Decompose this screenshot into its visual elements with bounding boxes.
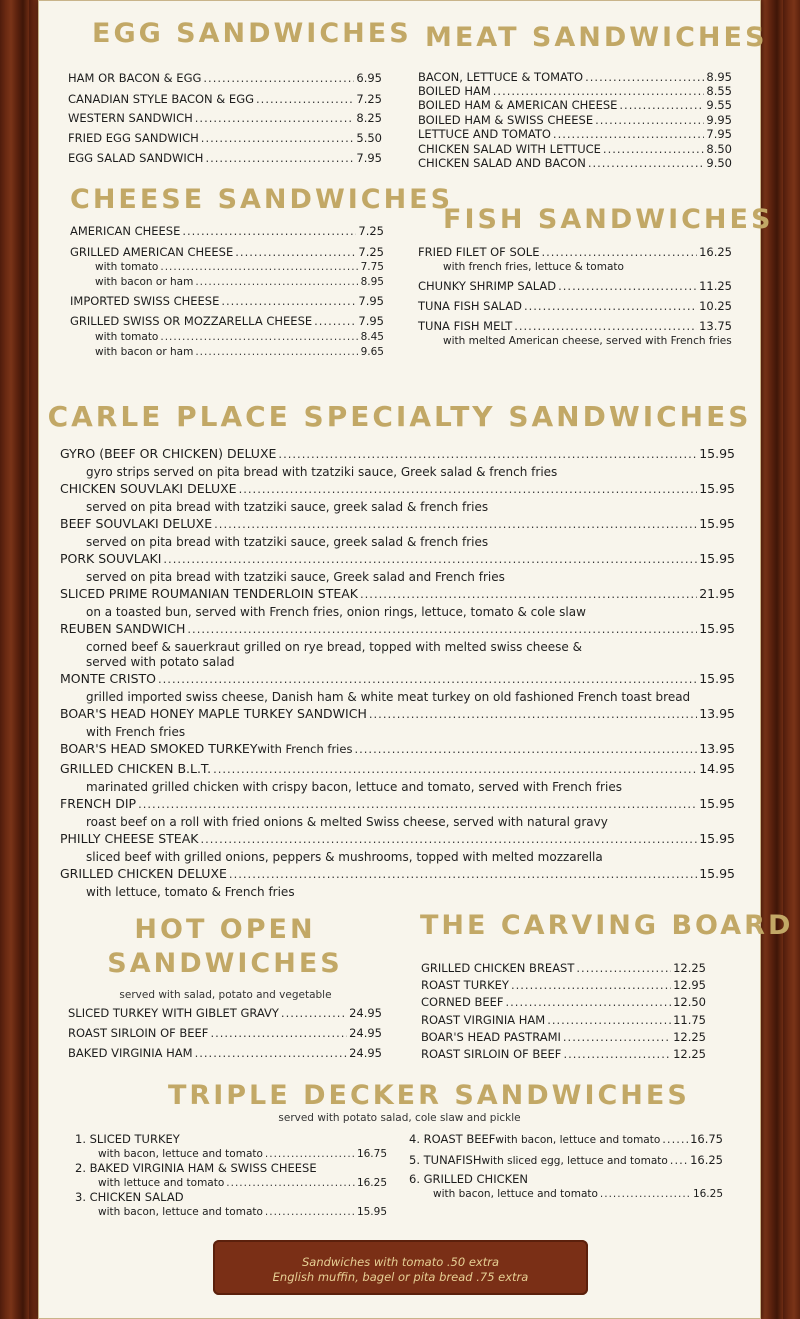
hot-open-caption: served with salad, potato and vegetable (119, 989, 332, 1001)
menu-item: CHUNKY SHRIMP SALAD ..... 11.25 (418, 281, 732, 293)
menu-item: BOILED HAM ..... 8.55 (418, 86, 732, 98)
specialty-item-price: 14.95 (699, 761, 735, 776)
menu-item: BOILED HAM & AMERICAN CHEESE ..... 9.55 (418, 100, 732, 112)
specialty-item (60, 868, 735, 881)
meat-title: MEAT SANDWICHES (425, 22, 768, 53)
footer-banner (213, 1240, 588, 1295)
specialty-item (60, 798, 735, 811)
menu-item: 6. GRILLED CHICKEN (409, 1172, 529, 1186)
menu-item: EGG SALAD SANDWICH ..... 7.95 (68, 153, 382, 165)
menu-item: GRILLED SWISS OR MOZZARELLA CHEESE ..... 7.95 (70, 316, 384, 328)
specialty-item-description: served with potato salad (86, 655, 235, 669)
menu-item-option: with bacon, lettuce and tomato ..... 16.25 (433, 1189, 723, 1200)
specialty-item-description: roast beef on a roll with fried onions & melted Swiss cheese, served with natural gravy (86, 815, 608, 829)
menu-item: 5. TUNAFISH with sliced egg, lettuce and tomato ..... 16.25 (409, 1155, 723, 1167)
menu-item: HAM OR BACON & EGG ..... 6.95 (68, 73, 382, 85)
specialty-item (60, 743, 735, 756)
menu-item: BOILED HAM & SWISS CHEESE ..... 9.95 (418, 115, 732, 127)
menu-item-description: with melted American cheese, served with French fries (443, 335, 732, 347)
menu-item: IMPORTED SWISS CHEESE ..... 7.95 (70, 296, 384, 308)
menu-item: ROAST TURKEY ..... 12.95 (421, 980, 706, 992)
specialty-item-price: 15.95 (699, 831, 735, 846)
hot-open-title: SANDWICHES (107, 948, 343, 979)
menu-item-description: with french fries, lettuce & tomato (443, 261, 624, 273)
specialty-item-description: grilled imported swiss cheese, Danish ham & white meat turkey on old fashioned French toast bread (86, 690, 691, 704)
menu-page (38, 0, 794, 1319)
egg-title: EGG SANDWICHES (92, 18, 412, 49)
menu-item-option: with bacon or ham ..... 8.95 (95, 277, 384, 288)
specialty-item-description: corned beef & sauerkraut grilled on rye bread, topped with melted swiss cheese & (86, 640, 582, 654)
menu-item: 3. CHICKEN SALAD (75, 1190, 184, 1204)
specialty-item-description: served on pita bread with tzatziki sauce, greek salad & french fries (86, 535, 489, 549)
specialty-item-name: GYRO (BEEF OR CHICKEN) DELUXE (60, 446, 277, 461)
specialty-item-name: FRENCH DIP (60, 796, 137, 811)
menu-item: 1. SLICED TURKEY (75, 1132, 180, 1146)
specialty-item-price: 15.95 (699, 446, 735, 461)
specialty-item-price: 13.95 (699, 706, 735, 721)
specialty-item (60, 448, 735, 461)
specialty-item (60, 553, 735, 566)
specialty-item (60, 673, 735, 686)
fish-title: FISH SANDWICHES (443, 204, 774, 235)
specialty-item-name: BOAR'S HEAD SMOKED TURKEY (60, 741, 258, 756)
specialty-item-name: BEEF SOUVLAKI DELUXE (60, 516, 213, 531)
specialty-item-description: on a toasted bun, served with French fries, onion rings, lettuce, tomato & cole slaw (86, 605, 586, 619)
specialty-item-name: PHILLY CHEESE STEAK (60, 831, 199, 846)
specialty-item-name: GRILLED CHICKEN B.L.T. (60, 761, 212, 776)
cheese-title: CHEESE SANDWICHES (70, 184, 454, 215)
menu-item: CORNED BEEF ..... 12.50 (421, 997, 706, 1009)
specialty-item-price: 15.95 (699, 796, 735, 811)
menu-item: GRILLED CHICKEN BREAST ..... 12.25 (421, 963, 706, 975)
triple-title: TRIPLE DECKER SANDWICHES (168, 1080, 690, 1111)
specialty-item-description: marinated grilled chicken with crispy bacon, lettuce and tomato, served with French fries (86, 780, 622, 794)
menu-item-option: with lettuce and tomato ..... 16.25 (98, 1178, 387, 1189)
specialty-item-price: 15.95 (699, 516, 735, 531)
triple-caption: served with potato salad, cole slaw and pickle (278, 1112, 521, 1124)
specialty-item-name: REUBEN SANDWICH (60, 621, 186, 636)
menu-item: 2. BAKED VIRGINIA HAM & SWISS CHEESE (75, 1161, 317, 1175)
specialty-item (60, 708, 735, 721)
menu-item: ROAST SIRLOIN OF BEEF ..... 24.95 (68, 1028, 382, 1040)
hot-open-title: HOT OPEN (134, 914, 316, 945)
specialty-item-price: 15.95 (699, 866, 735, 881)
specialty-item (60, 518, 735, 531)
specialty-item-description: served on pita bread with tzatziki sauce, Greek salad and French fries (86, 570, 505, 584)
specialty-item-description: with French fries (86, 725, 186, 739)
menu-item-option: with bacon or ham ..... 9.65 (95, 347, 384, 358)
menu-item: GRILLED AMERICAN CHEESE ..... 7.25 (70, 247, 384, 259)
specialty-item-price: 13.95 (699, 741, 735, 756)
specialty-item-name: GRILLED CHICKEN DELUXE (60, 866, 227, 881)
specialty-title: CARLE PLACE SPECIALTY SANDWICHES (47, 400, 752, 433)
menu-item: TUNA FISH SALAD ..... 10.25 (418, 301, 732, 313)
menu-item: ROAST SIRLOIN OF BEEF ..... 12.25 (421, 1049, 706, 1061)
menu-item: BAKED VIRGINIA HAM ..... 24.95 (68, 1048, 382, 1060)
specialty-item-description: gyro strips served on pita bread with tzatziki sauce, Greek salad & french fries (86, 465, 558, 479)
menu-item-option: with tomato ..... 8.45 (95, 332, 384, 343)
menu-item: 4. ROAST BEEF with bacon, lettuce and tomato ..... 16.75 (409, 1134, 723, 1146)
specialty-item (60, 623, 735, 636)
specialty-item-name: SLICED PRIME ROUMANIAN TENDERLOIN STEAK (60, 586, 358, 601)
menu-item-option: with bacon, lettuce and tomato ..... 15.95 (98, 1207, 387, 1218)
specialty-item-name: BOAR'S HEAD HONEY MAPLE TURKEY SANDWICH (60, 706, 367, 721)
specialty-item-price: 21.95 (699, 586, 735, 601)
menu-item: BACON, LETTUCE & TOMATO ..... 8.95 (418, 72, 732, 84)
menu-item: CANADIAN STYLE BACON & EGG ..... 7.25 (68, 94, 382, 106)
footer-note: Sandwiches with tomato .50 extra (301, 1255, 500, 1269)
specialty-item-description: served on pita bread with tzatziki sauce, greek salad & french fries (86, 500, 489, 514)
menu-item: FRIED FILET OF SOLE ..... 16.25 (418, 247, 732, 259)
specialty-item-description: sliced beef with grilled onions, peppers & mushrooms, topped with melted mozzarella (86, 850, 603, 864)
specialty-item-description: with lettuce, tomato & French fries (86, 885, 295, 899)
specialty-item (60, 483, 735, 496)
specialty-item-name: PORK SOUVLAKI (60, 551, 162, 566)
specialty-item (60, 763, 735, 776)
menu-item: CHICKEN SALAD AND BACON ..... 9.50 (418, 158, 732, 170)
menu-item: ROAST VIRGINIA HAM ..... 11.75 (421, 1015, 706, 1027)
menu-item: BOAR'S HEAD PASTRAMI ..... 12.25 (421, 1032, 706, 1044)
menu-item: LETTUCE AND TOMATO ..... 7.95 (418, 129, 732, 141)
specialty-item-price: 15.95 (699, 671, 735, 686)
menu-item-option: with bacon, lettuce and tomato ..... 16.75 (98, 1149, 387, 1160)
menu-item: CHICKEN SALAD WITH LETTUCE ..... 8.50 (418, 144, 732, 156)
menu-item: TUNA FISH MELT ..... 13.75 (418, 321, 732, 333)
menu-item: FRIED EGG SANDWICH ..... 5.50 (68, 133, 382, 145)
specialty-item-name: MONTE CRISTO (60, 671, 156, 686)
menu-item: WESTERN SANDWICH ..... 8.25 (68, 113, 382, 125)
menu-item-option: with tomato ..... 7.75 (95, 262, 384, 273)
menu-item: SLICED TURKEY WITH GIBLET GRAVY ..... 24.95 (68, 1008, 382, 1020)
specialty-item-price: 15.95 (699, 621, 735, 636)
footer-note: English muffin, bagel or pita bread .75 extra (272, 1270, 529, 1284)
specialty-item (60, 588, 735, 601)
menu-item: AMERICAN CHEESE ..... 7.25 (70, 226, 384, 238)
specialty-item-price: 15.95 (699, 481, 735, 496)
specialty-item-name: CHICKEN SOUVLAKI DELUXE (60, 481, 237, 496)
carving-title: THE CARVING BOARD (420, 910, 794, 941)
specialty-item-note: with French fries (257, 742, 353, 756)
specialty-item (60, 833, 735, 846)
specialty-item-price: 15.95 (699, 551, 735, 566)
